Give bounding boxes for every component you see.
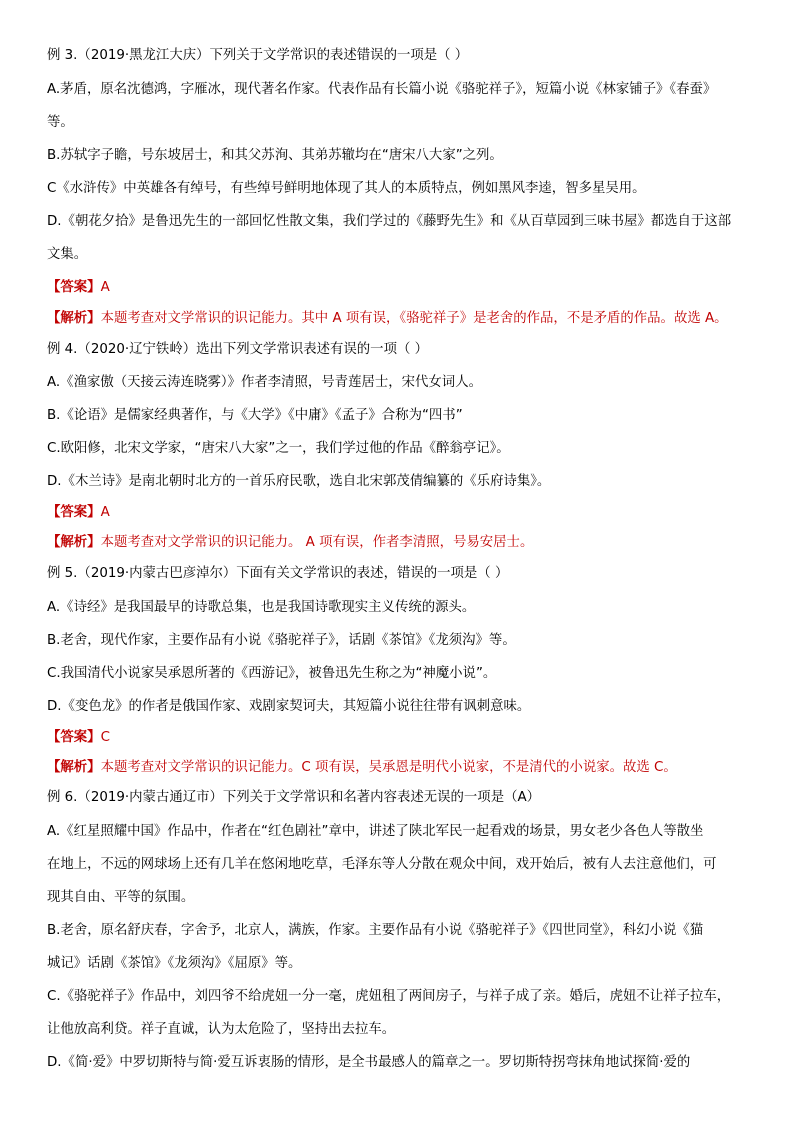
answer-3 [47, 279, 110, 297]
question-6-option-c: C.《骆驼祥子》作品中，刘四爷不给虎妞一分一毫，虎妞租了两间房子，与祥子成了亲。婚后，虎妞不让祥子拉车， [47, 989, 731, 1004]
answer-label: 【答案】 [47, 280, 101, 295]
question-3-option-d-cont: 文集。 [47, 247, 88, 262]
answer-5 [47, 729, 110, 747]
question-6-option-a: A.《红星照耀中国》作品中，作者在“红色剧社”章中，讲述了陕北军民一起看戏的场景，男女老少各色人等散坐 [47, 824, 704, 839]
answer-value: A [100, 505, 110, 520]
question-4-option-b: B.《论语》是儒家经典著作，与《大学》《中庸》《孟子》合称为“四书” [47, 408, 463, 423]
explanation-label: 【解析】 [47, 311, 101, 326]
explanation-3 [47, 310, 728, 328]
question-5-option-c: C.我国清代小说家吴承恩所著的《西游记》，被鲁迅先生称之为“神魔小说”。 [47, 666, 497, 681]
question-3-option-a: A.茅盾，原名沈德鸿，字雁冰，现代著名作家。代表作品有长篇小说《骆驼祥子》，短篇小说《林家铺子》《春蚕》 [47, 82, 717, 97]
question-5-title: 例 5.（2019·内蒙古巴彦淖尔）下面有关文学常识的表述，错误的一项是（ ） [47, 566, 509, 581]
explanation-text: 本题考查对文学常识的识记能力。 A 项有误，作者李清照，号易安居士。 [100, 535, 534, 550]
question-6-title: 例 6.（2019·内蒙古通辽市）下列关于文学常识和名著内容表述无误的一项是（A） [47, 790, 541, 805]
explanation-5 [47, 759, 677, 777]
answer-value: A [100, 280, 110, 295]
question-6-option-a-cont1: 在地上，不远的网球场上还有几羊在悠闲地吃草，毛泽东等人分散在观众中间，戏开始后，被有人去注意他们，可 [47, 857, 717, 872]
question-3-option-c: C《水浒传》中英雄各有绰号，有些绰号鲜明地体现了其人的本质特点，例如黑风李逵，智多星吴用。 [47, 181, 646, 196]
answer-label: 【答案】 [47, 730, 101, 745]
question-4-title: 例 4.（2020·辽宁铁岭）选出下列文学常识表述有误的一项（ ） [47, 342, 428, 357]
question-4-option-a: A.《渔家傲（天接云涛连晓雾）》作者李清照，号青莲居士，宋代女词人。 [47, 375, 482, 390]
explanation-text: 本题考查对文学常识的识记能力。其中 A 项有误，《骆驼祥子》是老舍的作品，不是矛盾的作品。故选 A。 [100, 311, 728, 326]
question-5-option-d: D.《变色龙》的作者是俄国作家、戏剧家契诃夫，其短篇小说往往带有讽刺意味。 [47, 699, 531, 714]
question-4-option-c: C.欧阳修，北宋文学家，“唐宋八大家”之一，我们学过他的作品《醉翁亭记》。 [47, 441, 510, 456]
explanation-text: 本题考查对文学常识的识记能力。C 项有误，吴承恩是明代小说家，不是清代的小说家。故选 C。 [100, 760, 677, 775]
explanation-4 [47, 534, 533, 552]
question-5-option-b: B.老舍，现代作家，主要作品有小说《骆驼祥子》，话剧《茶馆》《龙须沟》等。 [47, 633, 516, 648]
question-6-option-b: B.老舍，原名舒庆春，字舍予，北京人，满族，作家。主要作品有小说《骆驼祥子》《四世同堂》，科幻小说《猫 [47, 923, 704, 938]
explanation-label: 【解析】 [47, 760, 101, 775]
answer-4 [47, 504, 110, 522]
answer-value: C [100, 730, 110, 745]
question-3-option-d: D.《朝花夕拾》是鲁迅先生的一部回忆性散文集，我们学过的《藤野先生》和《从百草园到三味书屋》都选自于这部 [47, 214, 732, 229]
question-6-option-b-cont: 城记》话剧《茶馆》《龙须沟》《屈原》等。 [47, 956, 302, 971]
question-6-option-d: D.《简·爱》中罗切斯特与简·爱互诉衷肠的情形，是全书最感人的篇章之一。罗切斯特拐弯抹角地试探简·爱的 [47, 1055, 691, 1070]
question-3-option-b: B.苏轼字子瞻，号东坡居士，和其父苏洵、其弟苏辙均在“唐宋八大家”之列。 [47, 148, 503, 163]
question-4-option-d: D.《木兰诗》是南北朝时北方的一首乐府民歌，选自北宋郭茂倩编纂的《乐府诗集》。 [47, 474, 551, 489]
question-3-title: 例 3.（2019·黑龙江大庆）下列关于文学常识的表述错误的一项是（ ） [47, 48, 469, 63]
question-6-option-a-cont2: 现其自由、平等的氛围。 [47, 890, 195, 905]
question-3-option-a-cont: 等。 [47, 115, 74, 130]
question-6-option-c-cont: 让他放高利贷。祥子直诚，认为太危险了，坚持出去拉车。 [47, 1022, 396, 1037]
explanation-label: 【解析】 [47, 535, 101, 550]
question-5-option-a: A.《诗经》是我国最早的诗歌总集，也是我国诗歌现实主义传统的源头。 [47, 600, 476, 615]
answer-label: 【答案】 [47, 505, 101, 520]
